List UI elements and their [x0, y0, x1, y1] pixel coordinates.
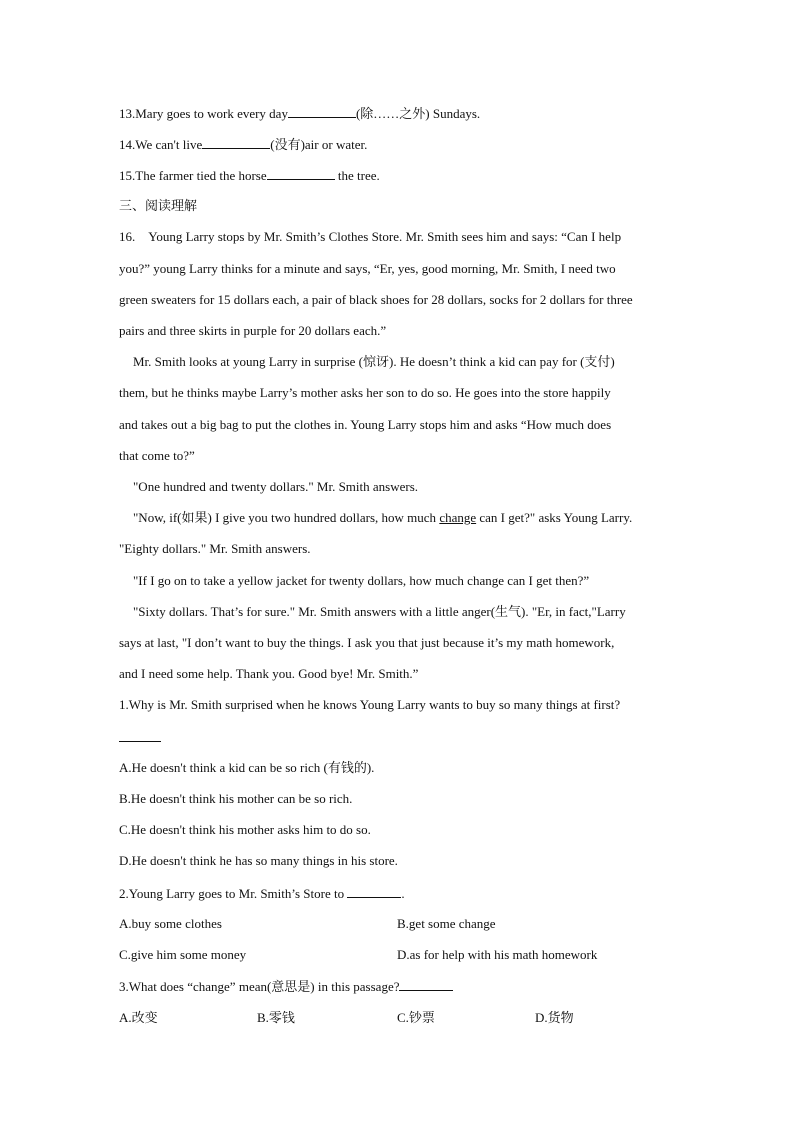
question-1-stem: 1.Why is Mr. Smith surprised when he knows Young Larry wants to buy so many things at first?	[119, 697, 621, 712]
q1-option-c[interactable]: C.He doesn't think his mother asks him to do so.	[119, 822, 371, 837]
question-2-stem	[119, 885, 405, 902]
passage-line: and I need some help. Thank you. Good bye! Mr. Smith.”	[119, 666, 419, 681]
q3-option-a[interactable]: A.改变	[119, 1010, 158, 1025]
q3-option-c[interactable]: C.钞票	[397, 1010, 435, 1025]
q15-text-before: 15.The farmer tied the horse	[119, 168, 267, 183]
passage-text: can I get?" asks Young Larry.	[476, 510, 633, 525]
q1-answer-blank[interactable]	[119, 729, 161, 742]
passage-line: green sweaters for 15 dollars each, a pair of black shoes for 28 dollars, socks for 2 dollars for three	[119, 292, 633, 307]
q14-text-after: (没有)air or water.	[270, 137, 368, 152]
passage-line: and takes out a big bag to put the clothes in. Young Larry stops him and asks “How much does	[119, 417, 612, 432]
q2-option-d[interactable]: D.as for help with his math homework	[397, 947, 598, 962]
q3-option-b[interactable]: B.零钱	[257, 1010, 295, 1025]
passage-text: "Now, if(如果) I give you two hundred dollars, how much	[133, 510, 440, 525]
question-3-stem	[119, 978, 453, 995]
passage-line: pairs and three skirts in purple for 20 dollars each.”	[119, 323, 387, 338]
q2-stem-end: .	[401, 886, 405, 901]
underlined-word-change: change	[439, 510, 477, 525]
question-1-answer-line[interactable]	[119, 729, 161, 746]
q13-text-after: (除……之外) Sundays.	[355, 106, 481, 121]
q2-option-a[interactable]: A.buy some clothes	[119, 916, 222, 931]
passage-line: "One hundred and twenty dollars." Mr. Smith answers.	[133, 479, 419, 494]
q2-option-c[interactable]: C.give him some money	[119, 947, 247, 962]
passage-line: you?” young Larry thinks for a minute and says, “Er, yes, good morning, Mr. Smith, I need two	[119, 261, 616, 276]
passage-line: "Eighty dollars." Mr. Smith answers.	[119, 541, 311, 556]
passage-line: "Sixty dollars. That’s for sure." Mr. Smith answers with a little anger(生气). "Er, in fact,"Larry	[133, 604, 626, 619]
passage-line	[133, 510, 632, 526]
q2-stem-text: 2.Young Larry goes to Mr. Smith’s Store to	[119, 886, 348, 901]
q15-answer-blank[interactable]	[267, 167, 335, 180]
q13-answer-blank[interactable]	[288, 105, 356, 118]
passage-line: Mr. Smith looks at young Larry in surprise (惊讶). He doesn’t think a kid can pay for (支付)	[133, 354, 615, 369]
question-15	[119, 167, 380, 184]
question-13	[119, 105, 480, 122]
passage-line: "If I go on to take a yellow jacket for twenty dollars, how much change can I get then?”	[133, 573, 590, 588]
q1-option-b[interactable]: B.He doesn't think his mother can be so rich.	[119, 791, 353, 806]
section-title: 三、阅读理解	[119, 198, 198, 213]
q1-option-d[interactable]: D.He doesn't think he has so many things in his store.	[119, 853, 398, 868]
question-14	[119, 136, 367, 153]
q1-option-a[interactable]: A.He doesn't think a kid can be so rich (有钱的).	[119, 760, 375, 775]
q3-option-d[interactable]: D.货物	[535, 1010, 574, 1025]
q14-text-before: 14.We can't live	[119, 137, 203, 152]
passage-line: them, but he thinks maybe Larry’s mother asks her son to do so. He goes into the store happily	[119, 385, 611, 400]
q14-answer-blank[interactable]	[202, 136, 270, 149]
q3-answer-blank[interactable]	[399, 978, 453, 991]
q13-text-before: 13.Mary goes to work every day	[119, 106, 288, 121]
passage-line: that come to?”	[119, 448, 195, 463]
q2-answer-blank[interactable]	[347, 885, 401, 898]
passage-line: says at last, "I don’t want to buy the things. I ask you that just because it’s my math homework,	[119, 635, 615, 650]
passage-line: 16. Young Larry stops by Mr. Smith’s Clothes Store. Mr. Smith sees him and says: “Can I help	[119, 229, 622, 244]
q15-text-after: the tree.	[334, 168, 380, 183]
q3-stem-text: 3.What does “change” mean(意思是) in this passage?	[119, 979, 400, 994]
q2-option-b[interactable]: B.get some change	[397, 916, 496, 931]
